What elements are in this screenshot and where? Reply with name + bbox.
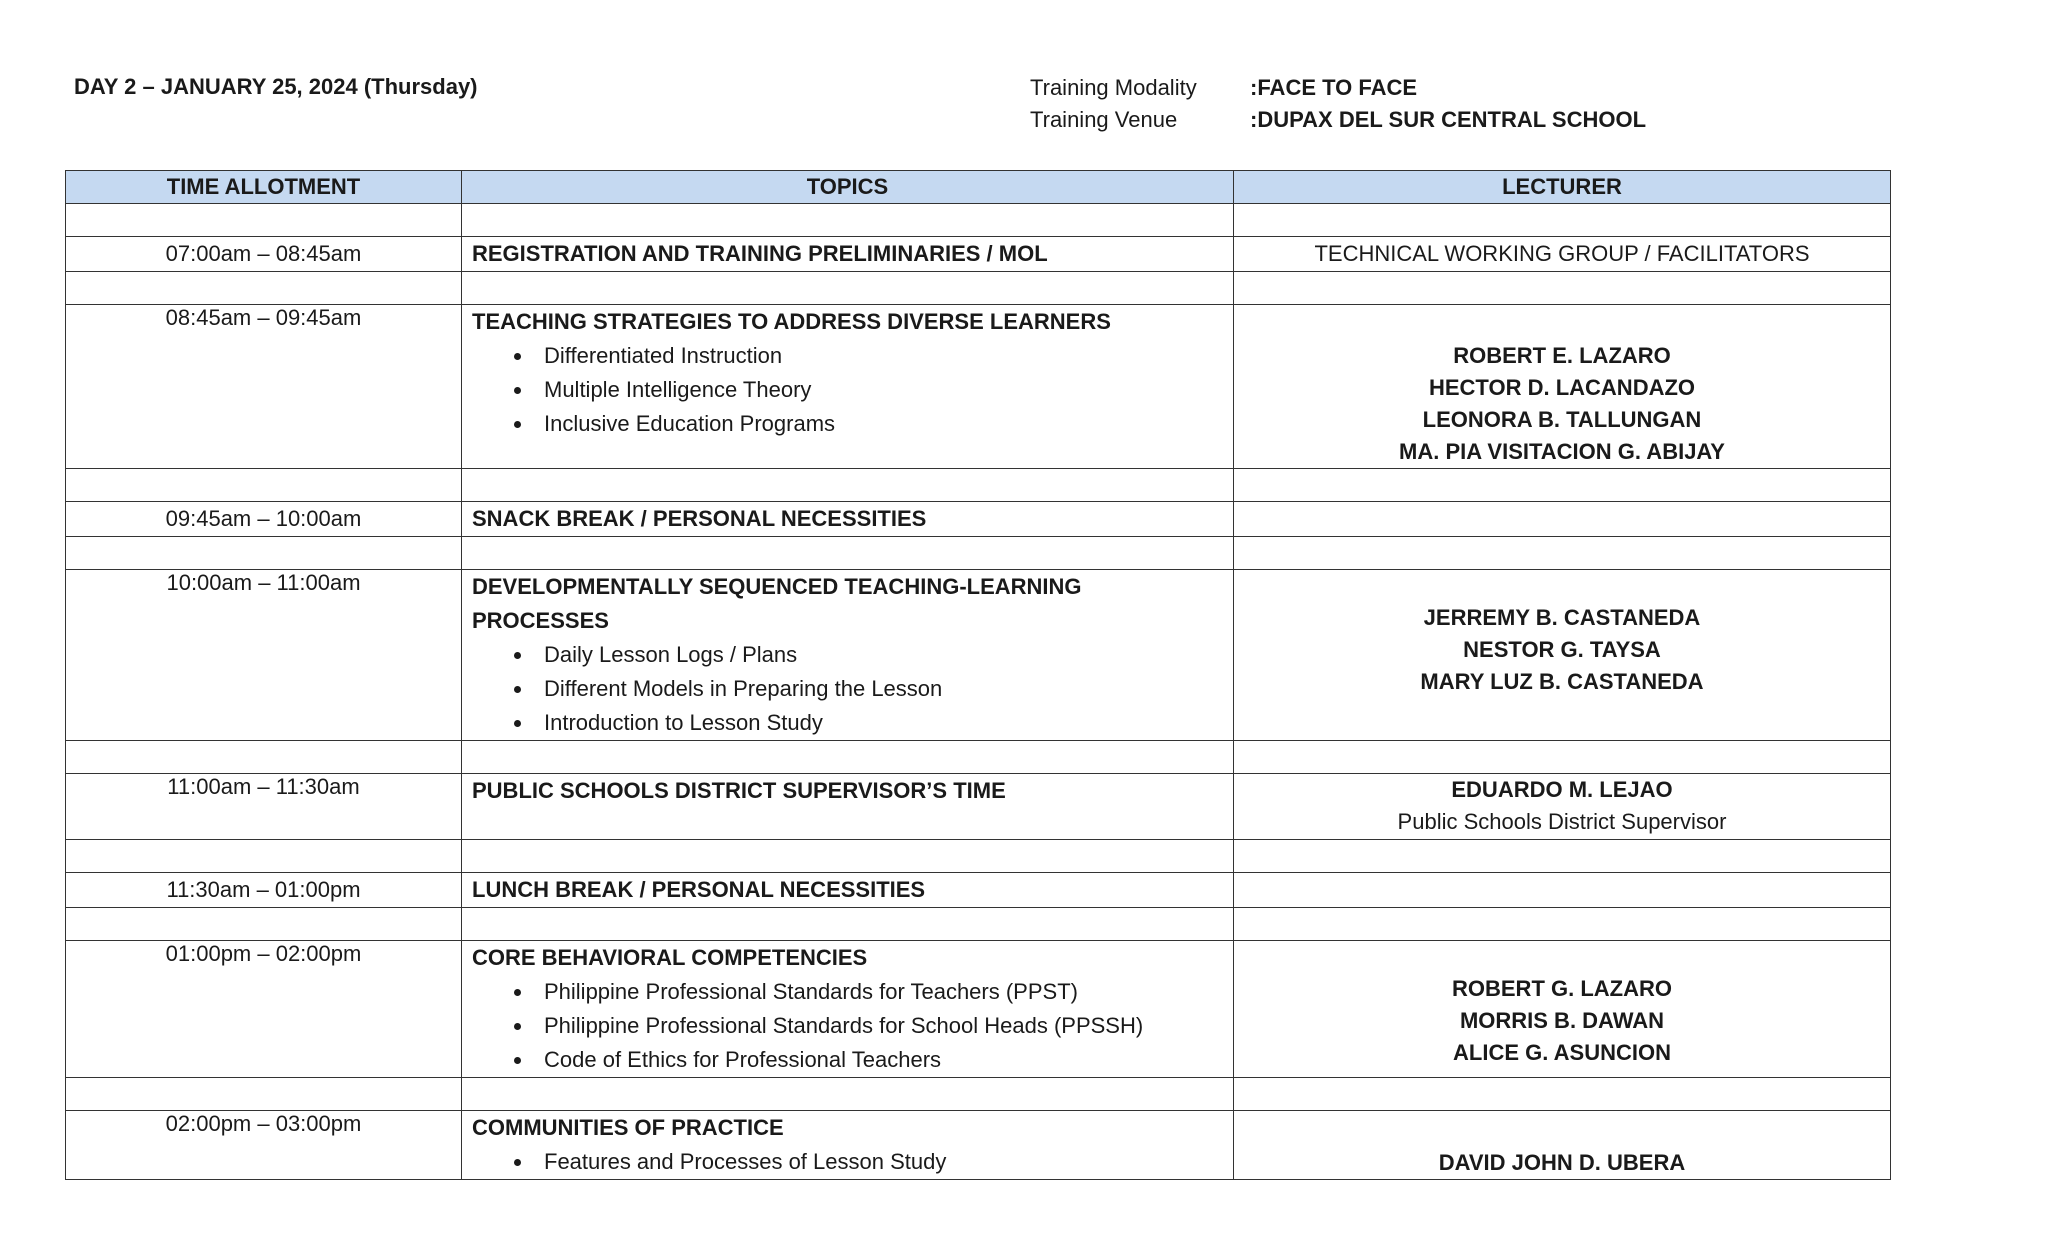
table-header-row [66, 171, 1891, 204]
subtopic-item: • Daily Lesson Logs / Plans [534, 638, 1223, 672]
lecturer-name: ALICE G. ASUNCION [1453, 1040, 1671, 1065]
topic-title: SNACK BREAK / PERSONAL NECESSITIES [472, 506, 927, 531]
lecturer-name: EDUARDO M. LEJAO [1451, 777, 1673, 802]
subtopic-item: • Differentiated Instruction [534, 339, 1223, 373]
spacer-row [66, 741, 1891, 774]
venue-label: Training Venue [1030, 107, 1178, 132]
spacer-row [66, 840, 1891, 873]
lecturer-name: MARY LUZ B. CASTANEDA [1420, 669, 1704, 694]
header-time: TIME ALLOTMENT [66, 171, 462, 204]
topic-title: PUBLIC SCHOOLS DISTRICT SUPERVISOR’S TIME [472, 778, 1006, 803]
time-cell: 01:00pm – 02:00pm [66, 941, 462, 1078]
time-cell: 02:00pm – 03:00pm [66, 1111, 462, 1180]
subtopic-item: • Inclusive Education Programs [534, 407, 1223, 441]
lecturer-cell [1234, 774, 1891, 840]
topic-title: COMMUNITIES OF PRACTICE [472, 1115, 784, 1140]
topic-cell [462, 941, 1234, 1078]
subtopic-item: • Different Models in Preparing the Lesson [534, 672, 1223, 706]
topic-cell [462, 237, 1234, 272]
topic-title: REGISTRATION AND TRAINING PRELIMINARIES / MOL [472, 241, 1048, 266]
subtopic-item: • Multiple Intelligence Theory [534, 373, 1223, 407]
spacer-row [66, 1078, 1891, 1111]
time-cell: 07:00am – 08:45am [66, 237, 462, 272]
lecturer-name: MORRIS B. DAWAN [1459, 1008, 1665, 1033]
lecturer-name: DAVID JOHN D. UBERA [1438, 1150, 1686, 1175]
lecturer-cell [1234, 570, 1891, 741]
spacer-row [66, 272, 1891, 305]
subtopic-list [472, 975, 1223, 1077]
topic-title: CORE BEHAVIORAL COMPETENCIES [472, 945, 868, 970]
topic-title: TEACHING STRATEGIES TO ADDRESS DIVERSE LEARNERS [472, 309, 1111, 334]
topic-cell [462, 502, 1234, 537]
lecturer-cell [1234, 305, 1891, 469]
time-cell: 10:00am – 11:00am [66, 570, 462, 741]
lecturer-name: LEONORA B. TALLUNGAN [1422, 407, 1702, 432]
time-cell: 11:00am – 11:30am [66, 774, 462, 840]
modality-colon: : [1250, 75, 1258, 100]
table-row [66, 305, 1891, 469]
venue-colon: : [1250, 107, 1258, 132]
lecturer-cell [1234, 502, 1891, 537]
modality-value: FACE TO FACE [1257, 75, 1418, 100]
subtopic-list [472, 638, 1223, 740]
modality-row [1030, 72, 1646, 104]
spacer-row [66, 469, 1891, 502]
lecturer-name: NESTOR G. TAYSA [1463, 637, 1661, 662]
subtopic-list [472, 339, 1223, 441]
spacer-row [66, 204, 1891, 237]
lecturer-cell [1234, 1111, 1891, 1180]
subtopic-item: • Code of Ethics for Professional Teachers [534, 1043, 1223, 1077]
subtopic-item: • Philippine Professional Standards for Teachers (PPST) [534, 975, 1223, 1009]
topic-cell [462, 570, 1234, 741]
lecturer-cell [1234, 873, 1891, 908]
venue-row [1030, 104, 1646, 136]
topic-cell [462, 305, 1234, 469]
lecturer-cell: TECHNICAL WORKING GROUP / FACILITATORS [1234, 237, 1891, 272]
lecturer-name: JERREMY B. CASTANEDA [1423, 605, 1701, 630]
subtopic-item: • Philippine Professional Standards for School Heads (PPSSH) [534, 1009, 1223, 1043]
topic-title: LUNCH BREAK / PERSONAL NECESSITIES [472, 877, 926, 902]
schedule-table [65, 170, 1891, 1180]
time-cell: 09:45am – 10:00am [66, 502, 462, 537]
table-row [66, 774, 1891, 840]
header-lecturer: LECTURER [1234, 171, 1891, 204]
time-cell: 08:45am – 09:45am [66, 305, 462, 469]
header-topics: TOPICS [462, 171, 1234, 204]
spacer-row [66, 537, 1891, 570]
lecturer-name: ROBERT E. LAZARO [1453, 343, 1671, 368]
table-row [66, 237, 1891, 272]
subtopic-item: • Features and Processes of Lesson Study [534, 1145, 1223, 1179]
topic-cell [462, 1111, 1234, 1180]
lecturer-name: MA. PIA VISITACION G. ABIJAY [1399, 439, 1725, 464]
training-meta [1030, 72, 1646, 136]
modality-label: Training Modality [1030, 75, 1197, 100]
table-row [66, 570, 1891, 741]
topic-title: DEVELOPMENTALLY SEQUENCED TEACHING-LEARNING PROCESSES [472, 574, 1082, 633]
subtopic-list [472, 1145, 1223, 1179]
spacer-row [66, 908, 1891, 941]
venue-value: DUPAX DEL SUR CENTRAL SCHOOL [1257, 107, 1647, 132]
lecturer-role: Public Schools District Supervisor [1397, 809, 1727, 834]
lecturer-name: HECTOR D. LACANDAZO [1428, 375, 1696, 400]
subtopic-item: • Introduction to Lesson Study [534, 706, 1223, 740]
topic-cell [462, 873, 1234, 908]
lecturer-cell [1234, 941, 1891, 1078]
table-row [66, 1111, 1891, 1180]
table-row [66, 941, 1891, 1078]
time-cell: 11:30am – 01:00pm [66, 873, 462, 908]
topic-cell [462, 774, 1234, 840]
day-title: DAY 2 – JANUARY 25, 2024 (Thursday) [74, 74, 478, 99]
lecturer-name: ROBERT G. LAZARO [1452, 976, 1672, 1001]
table-row [66, 502, 1891, 537]
table-row [66, 873, 1891, 908]
